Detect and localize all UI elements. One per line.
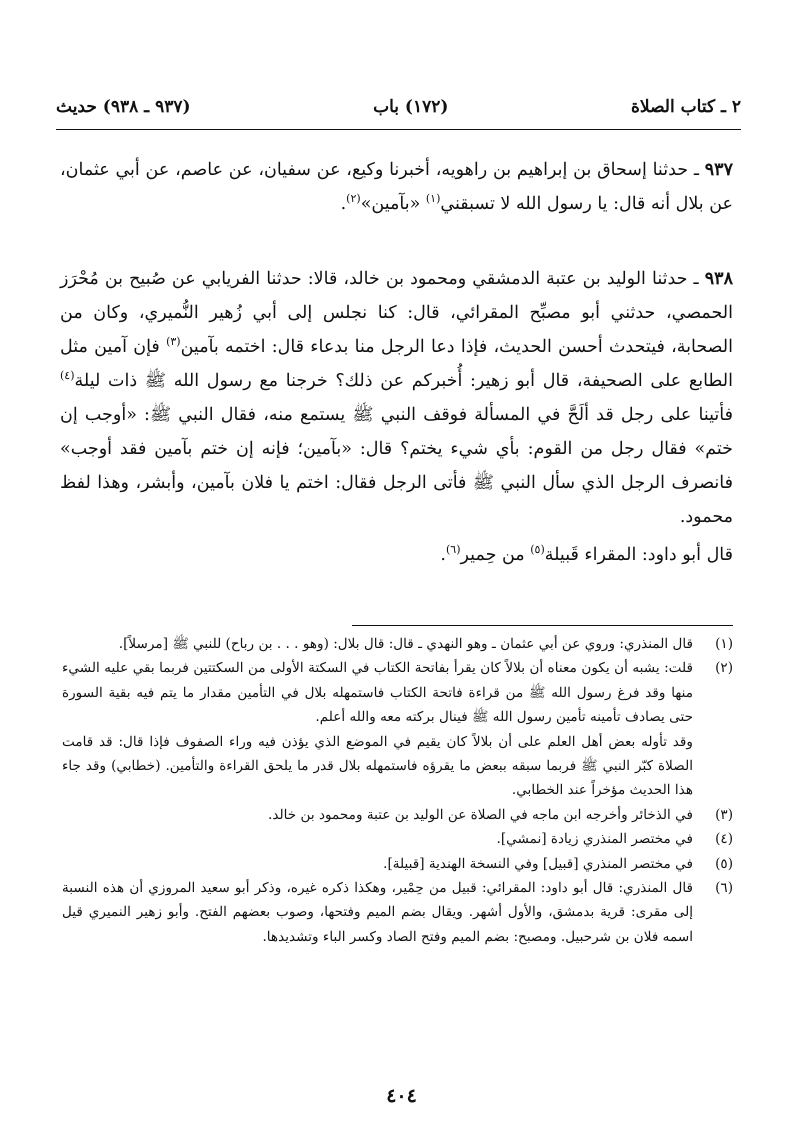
footnote-ref: (٢) xyxy=(346,192,361,206)
footnotes xyxy=(62,632,733,949)
footnote xyxy=(62,876,733,949)
footnote-ref: (٤) xyxy=(60,369,75,383)
footnote-ref: (٣) xyxy=(166,335,181,349)
footnote-text: قال المنذري: وروي عن أبي عثمان ـ وهو النهدي ـ قال: قال بلال: (وهو . . . بن رباح) للنبي ﷺ [مرسلاً]. xyxy=(118,636,693,652)
abu-dawud-comment: . xyxy=(440,545,446,565)
footnote-number: (٢) xyxy=(715,660,733,677)
footnote-text: قلت: يشبه أن يكون معناه أن بلالاً كان يقرأ بفاتحة الكتاب في السكتة الأولى من السكتتين فربما بقي عليه الشيء منها وقد فرغ رسول الله ﷺ من قراءة فاتحة الكتاب فاستمهله بلال في التأمين مقدار ما يتم فيه بقية السورة حتى يصادف تأمينه تأمين رسول الله ﷺ فينال بركته معه والله أعلم. xyxy=(62,660,693,726)
footnote-text: في مختصر المنذري زيادة [نمشي]. xyxy=(496,831,693,848)
hadith-number: ٩٣٨ xyxy=(704,269,733,289)
footnote xyxy=(62,852,733,876)
hadith-text: فأتينا على رجل قد ألَحَّ في المسألة فوقف النبي ﷺ يستمع منه، فقال النبي ﷺ: «أوجب إن ختم» فقال رجل من القوم: بأي شيء يختم؟ قال: «بآمين؛ فإنه إن ختم بآمين فقد أوجب» فانصرف الرجل الذي سأل النبي ﷺ فأتى الرجل فقال: اختم يا فلان بآمين، وأبشر، وهذا لفظ محمود. xyxy=(60,405,733,527)
footnote xyxy=(62,656,733,802)
hadith-text: ـ حدثنا الوليد بن عتبة الدمشقي ومحمود بن خالد، قالا: حدثنا الفريابي عن صُبيح بن مُحْرَز الحمصي، حدثني أبو مصبِّح المقرائي، قال: كنا نجلس إلى أبي زُهير النُّميري، وكان من الصحابة، فيتحدث أحسن الحديث، فإذا دعا الرجل منا بدعاء قال: اختمه بآمين xyxy=(60,269,733,357)
abu-dawud-comment: من حِمير xyxy=(460,545,525,565)
footnote-ref: (٦) xyxy=(446,543,461,557)
footnote-number: (٥) xyxy=(715,855,733,872)
footnote xyxy=(62,632,733,656)
footnote-ref: (١) xyxy=(425,192,441,206)
footnote-ref: (٥) xyxy=(530,543,545,557)
header-bab: (١٧٢) باب xyxy=(373,97,449,117)
hadith-938 xyxy=(60,262,733,572)
footnote-text: وقد تأوله بعض أهل العلم على أن بلالاً كان يقيم في الموضع الذي يؤذن فيه وراء الصفوف فإذا قال: قد قامت الصلاة كبّر النبي ﷺ فربما سبقه ببعض ما يقرؤه فاستمهله بلال قدر ما يلحق القراءة والتأمين. (خطابي) وقد جاء هذا الحديث مؤخراً عند الخطابي. xyxy=(62,733,693,799)
header-chapter: ٢ ـ كتاب الصلاة xyxy=(631,97,741,117)
footnote-separator xyxy=(352,625,733,626)
footnote-text: قال المنذري: قال أبو داود: المقرائي: قبيل من حِمْير، وهكذا ذكره غيره، وذكر أبو سعيد المروزي أن هذه النسبة إلى مقرى: قرية بدمشق، والأول أشهر. ويقال بضم الميم وفتحها، وصوب بعضهم الفتح. وأبو زهير النميري قيل اسمه فلان بن شرحبيل. ومصبح: بضم الميم وفتح الصاد وكسر الباء وتشديدها. xyxy=(62,880,693,945)
hadith-number: ٩٣٧ xyxy=(704,160,733,180)
header-hadith-range: (٩٣٧ ـ ٩٣٨) حديث xyxy=(56,97,191,117)
footnote-text: في الذخائر وأخرجه ابن ماجه في الصلاة عن الوليد بن عتبة ومحمود بن خالد. xyxy=(268,806,693,823)
running-header xyxy=(56,90,741,124)
hadith-text: ـ حدثنا إسحاق بن إبراهيم بن راهويه، أخبرنا وكيع، عن سفيان، عن عاصم، عن أبي عثمان، عن بلال أنه قال: يا رسول الله لا تسبقني xyxy=(60,160,733,214)
footnote-number: (٣) xyxy=(715,806,733,823)
footnote-number: (٤) xyxy=(715,831,733,848)
abu-dawud-comment: قال أبو داود: المقراء قَبيلة xyxy=(544,545,733,565)
footnote xyxy=(62,803,733,827)
footnote-number: (١) xyxy=(715,636,733,652)
footnote-text: في مختصر المنذري [قبيل] وفي النسخة الهندية [قبيلة]. xyxy=(383,855,693,872)
header-divider xyxy=(56,129,741,130)
hadith-text: «بآمين» xyxy=(360,194,421,214)
footnote xyxy=(62,827,733,851)
hadith-text: فإن آمين مثل الطابع على الصحيفة، قال أبو زهير: أُخبركم عن ذلك؟ خرجنا مع رسول الله ﷺ ذات ليلة xyxy=(60,337,733,391)
hadith-text: . xyxy=(340,194,347,214)
footnote-number: (٦) xyxy=(715,880,733,897)
page-number: ٤٠٤ xyxy=(386,1085,417,1107)
hadith-937 xyxy=(60,153,733,221)
